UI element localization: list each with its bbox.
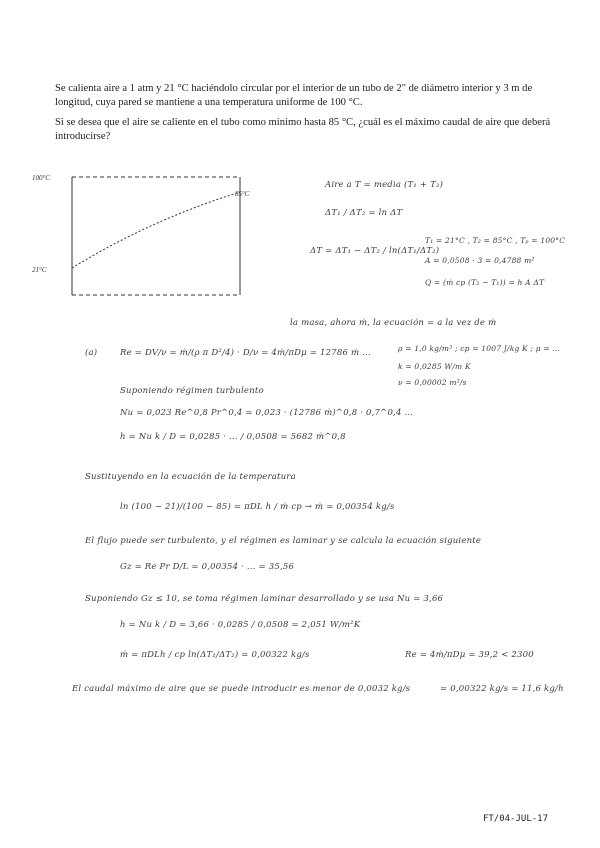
hw-line: ṁ = πDLh / cp ln(ΔT₁/ΔT₂) = 0,00322 kg/s <box>120 650 310 660</box>
problem-paragraph-2: Si se desea que el aire se caliente en el tubo como mínimo hasta 85 °C, ¿cuál es el máximo caudal de aire que deberá introducirse? <box>55 117 551 142</box>
hw-line: = 0,00322 kg/s = 11,6 kg/h <box>440 684 564 694</box>
hw-line: El caudal máximo de aire que se puede introducir es menor de 0,0032 kg/s <box>72 684 411 694</box>
label-outlet-temp: 85°C <box>235 190 250 198</box>
label-inlet-temp: 21°C <box>32 266 47 274</box>
temperature-sketch <box>30 160 260 310</box>
hw-line: ν = 0,00002 m²/s <box>398 378 467 387</box>
hw-line: Suponiendo régimen turbulento <box>120 386 264 396</box>
hw-line: ln (100 − 21)/(100 − 85) = πDL h / ṁ cp → ṁ = 0,00354 kg/s <box>120 502 395 512</box>
hw-line: ΔT = ΔT₁ − ΔT₂ / ln(ΔT₁/ΔT₂) <box>310 246 440 256</box>
hw-line: la masa, ahora ṁ, la ecuación = a la vez de ṁ <box>290 318 497 328</box>
hw-line: Suponiendo Gz ≤ 10, se toma régimen laminar desarrollado y se usa Nu = 3,66 <box>85 594 444 604</box>
label-wall-temp: 100°C <box>32 174 50 182</box>
hw-line: (a) <box>85 348 98 358</box>
hw-line: Re = 4ṁ/πDμ = 39,2 < 2300 <box>405 650 534 660</box>
hw-line: A = 0,0508 · 3 = 0,4788 m² <box>425 256 535 265</box>
hw-line: Sustituyendo en la ecuación de la temperatura <box>85 472 296 482</box>
hw-line: ΔT₁ / ΔT₂ = ln ΔT <box>325 208 403 218</box>
hw-line: Q = (ṁ cp (T₂ − T₁)) = h A ΔT <box>425 278 545 287</box>
hw-line: T₁ = 21°C , T₂ = 85°C , Tₚ = 100°C <box>425 236 566 245</box>
hw-line: h = Nu k / D = 0,0285 · ... / 0,0508 = 5682 ṁ^0,8 <box>120 432 346 442</box>
document-code: FT/04-JUL-17 <box>482 814 548 824</box>
hw-line: ρ = 1,0 kg/m³ ; cp = 1007 J/kg K ; μ = ... <box>398 344 561 353</box>
hw-line: El flujo puede ser turbulento, y el régimen es laminar y se calcula la ecuación siguiente <box>85 536 482 546</box>
hw-line: h = Nu k / D = 3,66 · 0,0285 / 0,0508 = 2,051 W/m²K <box>120 620 361 630</box>
hw-line: Aire a T = media (T₁ + T₂) <box>325 180 444 190</box>
problem-paragraph-1: Se calienta aire a 1 atm y 21 °C haciéndolo circular por el interior de un tubo de 2" de diámetro interior y 3 m de longitud, cuya pared se mantiene a una temperatura uniforme de 100 °C. <box>55 83 533 108</box>
hw-line: Re = DV/ν = ṁ/(ρ π D²/4) · D/ν = 4ṁ/πDμ = 12786 ṁ ... <box>120 348 371 358</box>
hw-line: Nu = 0,023 Re^0,8 Pr^0,4 = 0,023 · (12786 ṁ)^0,8 · 0,7^0,4 ... <box>120 408 414 418</box>
hw-line: k = 0,0285 W/m K <box>398 362 471 371</box>
problem-statement <box>55 82 555 150</box>
air-temperature-curve <box>72 192 240 268</box>
hw-line: Gz = Re Pr D/L = 0,00354 · ... = 35,56 <box>120 562 295 572</box>
